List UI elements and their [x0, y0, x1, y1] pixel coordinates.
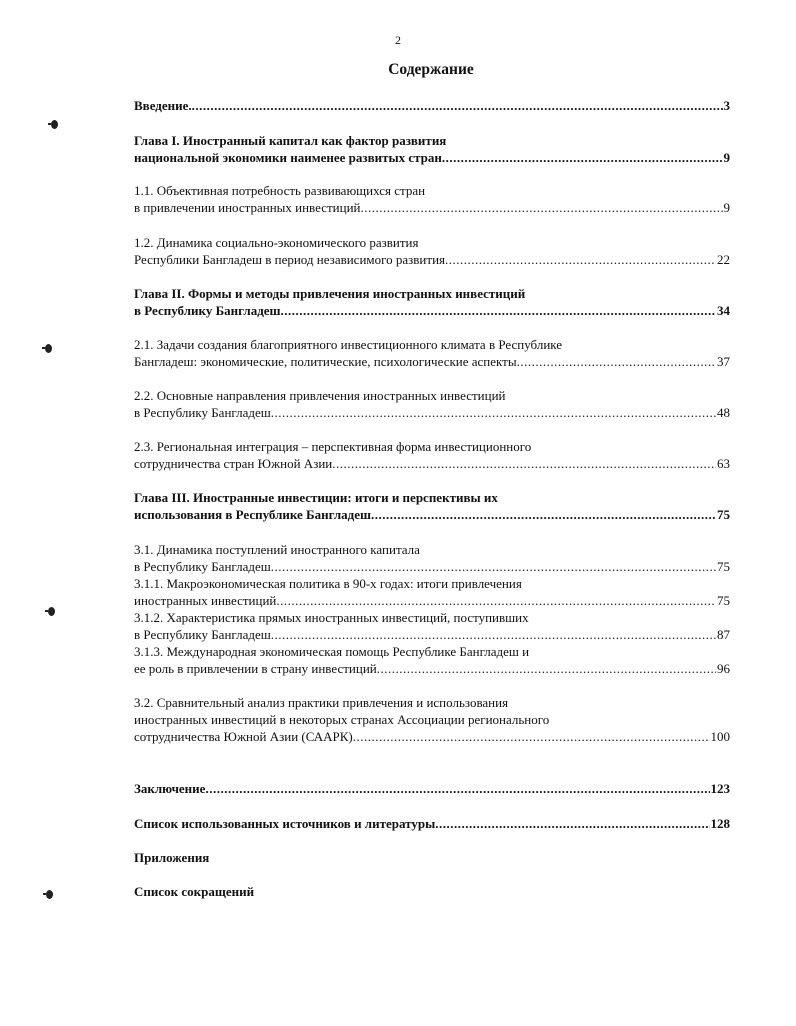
toc-entry-chapter-2[interactable]: Глава II. Формы и методы привлечения иностранных инвестиций в Республику Бангладеш ..... 34: [134, 285, 730, 319]
toc-entry-introduction[interactable]: Введение. ..... 3: [134, 97, 730, 114]
toc-entry-2-1[interactable]: 2.1. Задачи создания благоприятного инвестиционного климата в Республике Бангладеш: экономические, политические, психологические аспекты ..... 37: [134, 336, 730, 370]
toc-entry-2-3[interactable]: 2.3. Региональная интеграция – перспективная форма инвестиционного сотрудничества стран Южной Азии ..... 63: [134, 438, 730, 472]
toc-entry-1-2[interactable]: 1.2. Динамика социально-экономического развития Республики Бангладеш в период независимого развития ..... 22: [134, 234, 730, 268]
toc-entry-3-1-1[interactable]: 3.1.1. Макроэкономическая политика в 90-х годах: итоги привлечения иностранных инвестиций ..... 75: [134, 575, 730, 609]
toc-entry-conclusion[interactable]: Заключение ..... 123: [134, 780, 730, 797]
punch-hole-mark: [45, 344, 52, 353]
punch-hole-mark: [46, 890, 53, 899]
toc-entry-2-2[interactable]: 2.2. Основные направления привлечения иностранных инвестиций в Республику Бангладеш ..... 48: [134, 387, 730, 421]
toc-entry-3-1-3[interactable]: 3.1.3. Международная экономическая помощь Республике Бангладеш и ее роль в привлечении в страну инвестиций ..... 96: [134, 643, 730, 677]
toc-entry-3-2[interactable]: 3.2. Сравнительный анализ практики привлечения и использования иностранных инвестиций в некоторых странах Ассоциации регионального сотрудничества Южной Азии (СААРК) ..... 100: [134, 694, 730, 745]
toc-entry-1-1[interactable]: 1.1. Объективная потребность развивающихся стран в привлечении иностранных инвестиций ..... 9: [134, 182, 730, 216]
toc-entry-abbreviations[interactable]: Список сокращений: [134, 884, 255, 899]
toc-entry-chapter-1[interactable]: Глава I. Иностранный капитал как фактор развития национальной экономики наименее развитых стран ..... 9: [134, 132, 730, 166]
punch-hole-mark: [48, 607, 55, 616]
toc-entry-bibliography[interactable]: Список использованных источников и литературы ..... 128: [134, 815, 730, 832]
toc-entry-appendices[interactable]: Приложения: [134, 850, 210, 865]
toc-entry-3-1-2[interactable]: 3.1.2. Характеристика прямых иностранных инвестиций, поступивших в Республику Бангладеш ..... 87: [134, 609, 730, 643]
toc-entry-chapter-3[interactable]: Глава III. Иностранные инвестиции: итоги и перспективы их использования в Республике Бангладеш ..... 75: [134, 489, 730, 523]
page-title: Содержание: [388, 61, 474, 78]
toc-entry-3-1[interactable]: 3.1. Динамика поступлений иностранного капитала в Республику Бангладеш ..... 75: [134, 541, 730, 575]
page-number: 2: [395, 33, 401, 47]
punch-hole-mark: [51, 120, 58, 129]
